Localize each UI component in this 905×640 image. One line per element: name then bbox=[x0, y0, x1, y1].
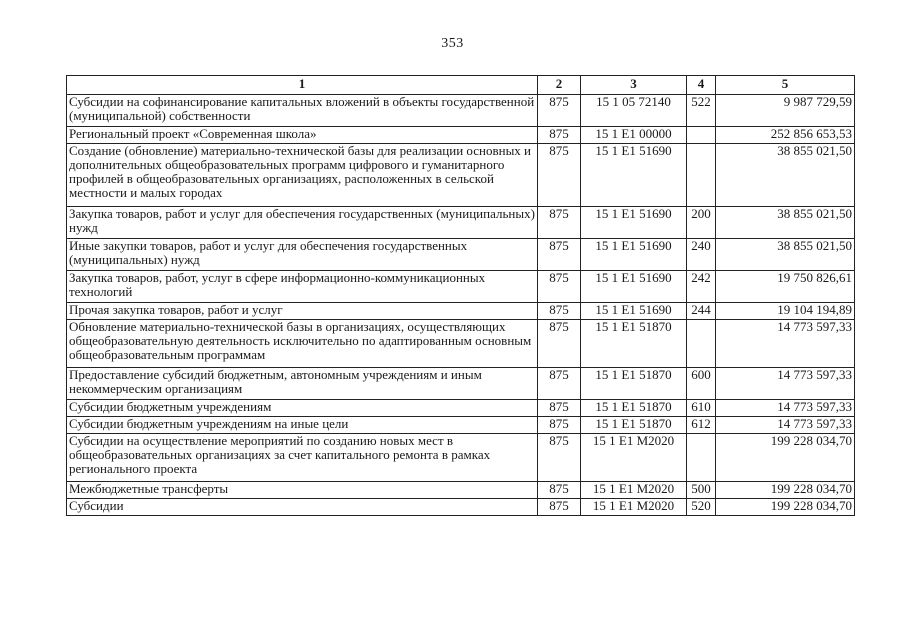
table-row bbox=[67, 417, 855, 434]
table-row bbox=[67, 207, 855, 239]
row-name: Обновление материально-технической базы в организациях, осуществляющих общеобразовательную деятельность исключительно по адаптированным основным общеобразовательным программам bbox=[67, 320, 538, 368]
row-sum: 38 855 021,50 bbox=[716, 207, 855, 239]
table-row bbox=[67, 482, 855, 499]
page-number: 353 bbox=[441, 36, 464, 51]
row-sum: 199 228 034,70 bbox=[716, 482, 855, 499]
table-row bbox=[67, 271, 855, 303]
row-sum: 14 773 597,33 bbox=[716, 417, 855, 434]
table-row bbox=[67, 434, 855, 482]
row-name: Предоставление субсидий бюджетным, автономным учреждениям и иным некоммерческим организациям bbox=[67, 368, 538, 400]
row-sum: 19 104 194,89 bbox=[716, 303, 855, 320]
row-gr: 875 bbox=[538, 127, 581, 144]
row-sum: 38 855 021,50 bbox=[716, 144, 855, 207]
table-row bbox=[67, 144, 855, 207]
row-name: Иные закупки товаров, работ и услуг для обеспечения государственных (муниципальных) нужд bbox=[67, 239, 538, 271]
row-vr bbox=[687, 144, 716, 207]
row-name: Прочая закупка товаров, работ и услуг bbox=[67, 303, 538, 320]
row-vr bbox=[687, 434, 716, 482]
col-header-gr: 2 bbox=[538, 76, 581, 95]
table-row bbox=[67, 368, 855, 400]
row-vr: 500 bbox=[687, 482, 716, 499]
row-gr: 875 bbox=[538, 499, 581, 516]
row-name: Субсидии бюджетным учреждениям bbox=[67, 400, 538, 417]
row-sum: 199 228 034,70 bbox=[716, 499, 855, 516]
row-name: Закупка товаров, работ и услуг для обеспечения государственных (муниципальных) нужд bbox=[67, 207, 538, 239]
row-gr: 875 bbox=[538, 482, 581, 499]
col-header-name: 1 bbox=[67, 76, 538, 95]
row-gr: 875 bbox=[538, 207, 581, 239]
col-header-csr: 3 bbox=[581, 76, 687, 95]
row-csr: 15 1 E1 M2020 bbox=[581, 434, 687, 482]
table-header-row bbox=[67, 76, 855, 95]
row-vr: 242 bbox=[687, 271, 716, 303]
row-csr: 15 1 E1 51690 bbox=[581, 144, 687, 207]
table-row bbox=[67, 127, 855, 144]
row-csr: 15 1 E1 M2020 bbox=[581, 499, 687, 516]
row-name: Межбюджетные трансферты bbox=[67, 482, 538, 499]
row-sum: 38 855 021,50 bbox=[716, 239, 855, 271]
row-sum: 14 773 597,33 bbox=[716, 400, 855, 417]
row-csr: 15 1 E1 00000 bbox=[581, 127, 687, 144]
row-csr: 15 1 E1 51870 bbox=[581, 368, 687, 400]
row-csr: 15 1 E1 51870 bbox=[581, 417, 687, 434]
row-gr: 875 bbox=[538, 144, 581, 207]
row-vr: 612 bbox=[687, 417, 716, 434]
row-vr: 610 bbox=[687, 400, 716, 417]
row-gr: 875 bbox=[538, 400, 581, 417]
col-header-sum: 5 bbox=[716, 76, 855, 95]
row-csr: 15 1 E1 51690 bbox=[581, 303, 687, 320]
col-header-vr: 4 bbox=[687, 76, 716, 95]
row-sum: 14 773 597,33 bbox=[716, 368, 855, 400]
row-name: Региональный проект «Современная школа» bbox=[67, 127, 538, 144]
row-name: Субсидии на осуществление мероприятий по созданию новых мест в общеобразовательных организациях за счет капитального ремонта в рамках регионального проекта bbox=[67, 434, 538, 482]
row-gr: 875 bbox=[538, 320, 581, 368]
row-gr: 875 bbox=[538, 417, 581, 434]
row-gr: 875 bbox=[538, 434, 581, 482]
row-csr: 15 1 E1 51690 bbox=[581, 239, 687, 271]
row-name: Субсидии bbox=[67, 499, 538, 516]
row-vr: 600 bbox=[687, 368, 716, 400]
row-gr: 875 bbox=[538, 271, 581, 303]
table-row bbox=[67, 95, 855, 127]
row-sum: 252 856 653,53 bbox=[716, 127, 855, 144]
row-name: Создание (обновление) материально-технической базы для реализации основных и дополнительных общеобразовательных программ цифрового и гуманитарного профилей в общеобразовательных организациях, расположенных в сельской местности и малых городах bbox=[67, 144, 538, 207]
row-csr: 15 1 E1 51870 bbox=[581, 320, 687, 368]
row-vr bbox=[687, 320, 716, 368]
row-csr: 15 1 E1 51690 bbox=[581, 207, 687, 239]
table-row bbox=[67, 239, 855, 271]
row-sum: 19 750 826,61 bbox=[716, 271, 855, 303]
row-gr: 875 bbox=[538, 303, 581, 320]
table-row bbox=[67, 303, 855, 320]
row-vr: 520 bbox=[687, 499, 716, 516]
row-vr: 522 bbox=[687, 95, 716, 127]
table-row bbox=[67, 400, 855, 417]
row-sum: 199 228 034,70 bbox=[716, 434, 855, 482]
row-name: Закупка товаров, работ, услуг в сфере информационно-коммуникационных технологий bbox=[67, 271, 538, 303]
row-gr: 875 bbox=[538, 239, 581, 271]
row-gr: 875 bbox=[538, 95, 581, 127]
budget-table bbox=[66, 75, 855, 516]
row-csr: 15 1 E1 M2020 bbox=[581, 482, 687, 499]
row-csr: 15 1 E1 51870 bbox=[581, 400, 687, 417]
table-row bbox=[67, 499, 855, 516]
row-vr: 244 bbox=[687, 303, 716, 320]
row-vr bbox=[687, 127, 716, 144]
row-vr: 200 bbox=[687, 207, 716, 239]
row-sum: 14 773 597,33 bbox=[716, 320, 855, 368]
row-vr: 240 bbox=[687, 239, 716, 271]
row-name: Субсидии бюджетным учреждениям на иные цели bbox=[67, 417, 538, 434]
table-row bbox=[67, 320, 855, 368]
row-sum: 9 987 729,59 bbox=[716, 95, 855, 127]
row-csr: 15 1 E1 51690 bbox=[581, 271, 687, 303]
row-gr: 875 bbox=[538, 368, 581, 400]
row-csr: 15 1 05 72140 bbox=[581, 95, 687, 127]
row-name: Субсидии на софинансирование капитальных вложений в объекты государственной (муниципальной) собственности bbox=[67, 95, 538, 127]
